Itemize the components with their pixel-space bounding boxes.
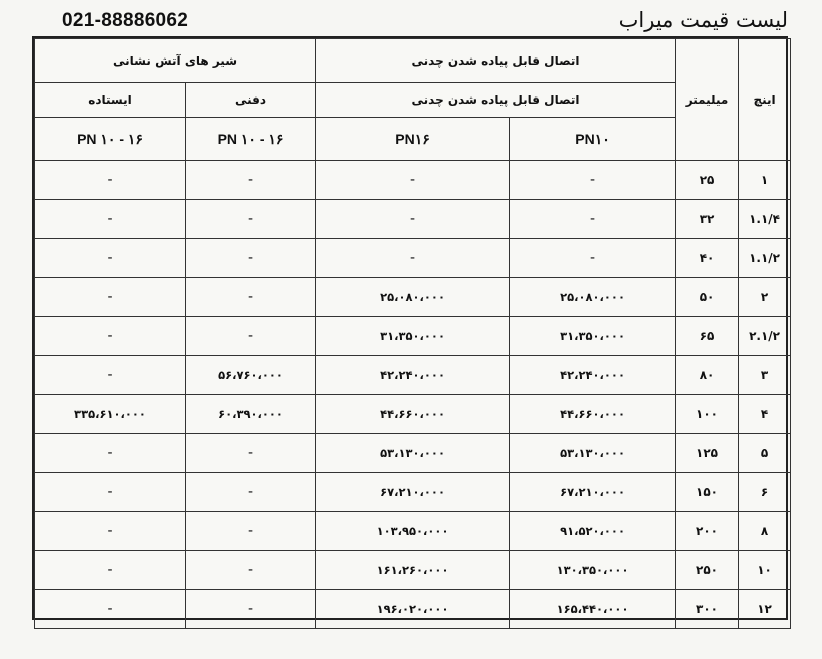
table-row — [35, 200, 791, 239]
cell-standing: - — [35, 434, 186, 473]
cell-pn16: ۱۶۱،۲۶۰،۰۰۰ — [316, 551, 510, 590]
cell-inch: ۱.۱/۲ — [739, 239, 791, 278]
price-table-sheet — [32, 36, 788, 620]
cell-pn16: ۳۱،۳۵۰،۰۰۰ — [316, 317, 510, 356]
price-table — [34, 38, 791, 629]
cell-inch: ۱۰ — [739, 551, 791, 590]
cell-buried: - — [186, 434, 316, 473]
cell-mm: ۱۲۵ — [676, 434, 739, 473]
cell-inch: ۴ — [739, 395, 791, 434]
table-row — [35, 473, 791, 512]
cell-buried: - — [186, 239, 316, 278]
cell-pn10: ۳۱،۳۵۰،۰۰۰ — [510, 317, 676, 356]
cell-inch: ۱۲ — [739, 590, 791, 629]
cell-standing: - — [35, 317, 186, 356]
col-header-inch: اینچ — [739, 39, 791, 161]
cell-pn16: ۴۴،۶۶۰،۰۰۰ — [316, 395, 510, 434]
cell-pn10: ۱۳۰،۳۵۰،۰۰۰ — [510, 551, 676, 590]
table-row — [35, 356, 791, 395]
cell-pn10: ۱۶۵،۴۴۰،۰۰۰ — [510, 590, 676, 629]
col-header-mm: میلیمتر — [676, 39, 739, 161]
cell-mm: ۱۵۰ — [676, 473, 739, 512]
table-row — [35, 317, 791, 356]
cell-mm: ۲۰۰ — [676, 512, 739, 551]
sub-header-coupling: اتصال قابل پیاده شدن چدنی — [316, 83, 676, 118]
col-header-pn16: PN۱۶ — [316, 118, 510, 161]
cell-inch: ۲ — [739, 278, 791, 317]
cell-buried: - — [186, 278, 316, 317]
table-row — [35, 434, 791, 473]
cell-pn10: ۹۱،۵۲۰،۰۰۰ — [510, 512, 676, 551]
cell-standing: - — [35, 590, 186, 629]
table-row — [35, 395, 791, 434]
group-header-fire-valves: شیر های آتش نشانی — [35, 39, 316, 83]
table-row — [35, 161, 791, 200]
cell-mm: ۶۵ — [676, 317, 739, 356]
cell-pn10: ۴۴،۶۶۰،۰۰۰ — [510, 395, 676, 434]
cell-pn10: - — [510, 161, 676, 200]
cell-inch: ۲.۱/۲ — [739, 317, 791, 356]
cell-buried: ۵۶،۷۶۰،۰۰۰ — [186, 356, 316, 395]
table-row — [35, 512, 791, 551]
cell-mm: ۱۰۰ — [676, 395, 739, 434]
cell-mm: ۴۰ — [676, 239, 739, 278]
table-body — [35, 161, 791, 629]
col-header-pn10: PN۱۰ — [510, 118, 676, 161]
cell-pn10: - — [510, 239, 676, 278]
cell-buried: - — [186, 161, 316, 200]
cell-pn16: - — [316, 239, 510, 278]
group-header-coupling: اتصال قابل پیاده شدن چدنی — [316, 39, 676, 83]
cell-pn16: ۲۵،۰۸۰،۰۰۰ — [316, 278, 510, 317]
table-row — [35, 590, 791, 629]
cell-mm: ۲۵ — [676, 161, 739, 200]
cell-pn16: ۶۷،۲۱۰،۰۰۰ — [316, 473, 510, 512]
cell-standing: - — [35, 473, 186, 512]
cell-pn16: ۱۰۳،۹۵۰،۰۰۰ — [316, 512, 510, 551]
cell-standing: - — [35, 551, 186, 590]
cell-pn10: ۲۵،۰۸۰،۰۰۰ — [510, 278, 676, 317]
cell-standing: ۳۳۵،۶۱۰،۰۰۰ — [35, 395, 186, 434]
cell-buried: ۶۰،۳۹۰،۰۰۰ — [186, 395, 316, 434]
cell-mm: ۸۰ — [676, 356, 739, 395]
cell-mm: ۳۰۰ — [676, 590, 739, 629]
cell-mm: ۵۰ — [676, 278, 739, 317]
sub-header-standing: ایستاده — [35, 83, 186, 118]
cell-pn16: ۴۲،۲۴۰،۰۰۰ — [316, 356, 510, 395]
phone-number: 021-88886062 — [62, 10, 189, 31]
cell-buried: - — [186, 551, 316, 590]
col-header-pn-buried: PN ۱۰ - ۱۶ — [186, 118, 316, 161]
cell-standing: - — [35, 239, 186, 278]
cell-buried: - — [186, 200, 316, 239]
table-row — [35, 239, 791, 278]
cell-inch: ۸ — [739, 512, 791, 551]
cell-inch: ۳ — [739, 356, 791, 395]
cell-pn10: ۶۷،۲۱۰،۰۰۰ — [510, 473, 676, 512]
cell-inch: ۱.۱/۴ — [739, 200, 791, 239]
cell-mm: ۳۲ — [676, 200, 739, 239]
cell-standing: - — [35, 200, 186, 239]
cell-standing: - — [35, 512, 186, 551]
cell-buried: - — [186, 590, 316, 629]
cell-buried: - — [186, 317, 316, 356]
cell-standing: - — [35, 278, 186, 317]
sub-header-buried: دفنی — [186, 83, 316, 118]
page-title: لیست قیمت میراب — [618, 8, 788, 32]
cell-standing: - — [35, 356, 186, 395]
cell-inch: ۶ — [739, 473, 791, 512]
cell-pn10: - — [510, 200, 676, 239]
cell-pn10: ۵۳،۱۳۰،۰۰۰ — [510, 434, 676, 473]
cell-buried: - — [186, 512, 316, 551]
cell-buried: - — [186, 473, 316, 512]
table-row — [35, 278, 791, 317]
cell-pn10: ۴۲،۲۴۰،۰۰۰ — [510, 356, 676, 395]
cell-pn16: ۱۹۶،۰۲۰،۰۰۰ — [316, 590, 510, 629]
cell-pn16: ۵۳،۱۳۰،۰۰۰ — [316, 434, 510, 473]
table-row — [35, 551, 791, 590]
cell-pn16: - — [316, 161, 510, 200]
cell-mm: ۲۵۰ — [676, 551, 739, 590]
col-header-pn-standing: PN ۱۰ - ۱۶ — [35, 118, 186, 161]
cell-inch: ۱ — [739, 161, 791, 200]
cell-standing: - — [35, 161, 186, 200]
cell-inch: ۵ — [739, 434, 791, 473]
cell-pn16: - — [316, 200, 510, 239]
